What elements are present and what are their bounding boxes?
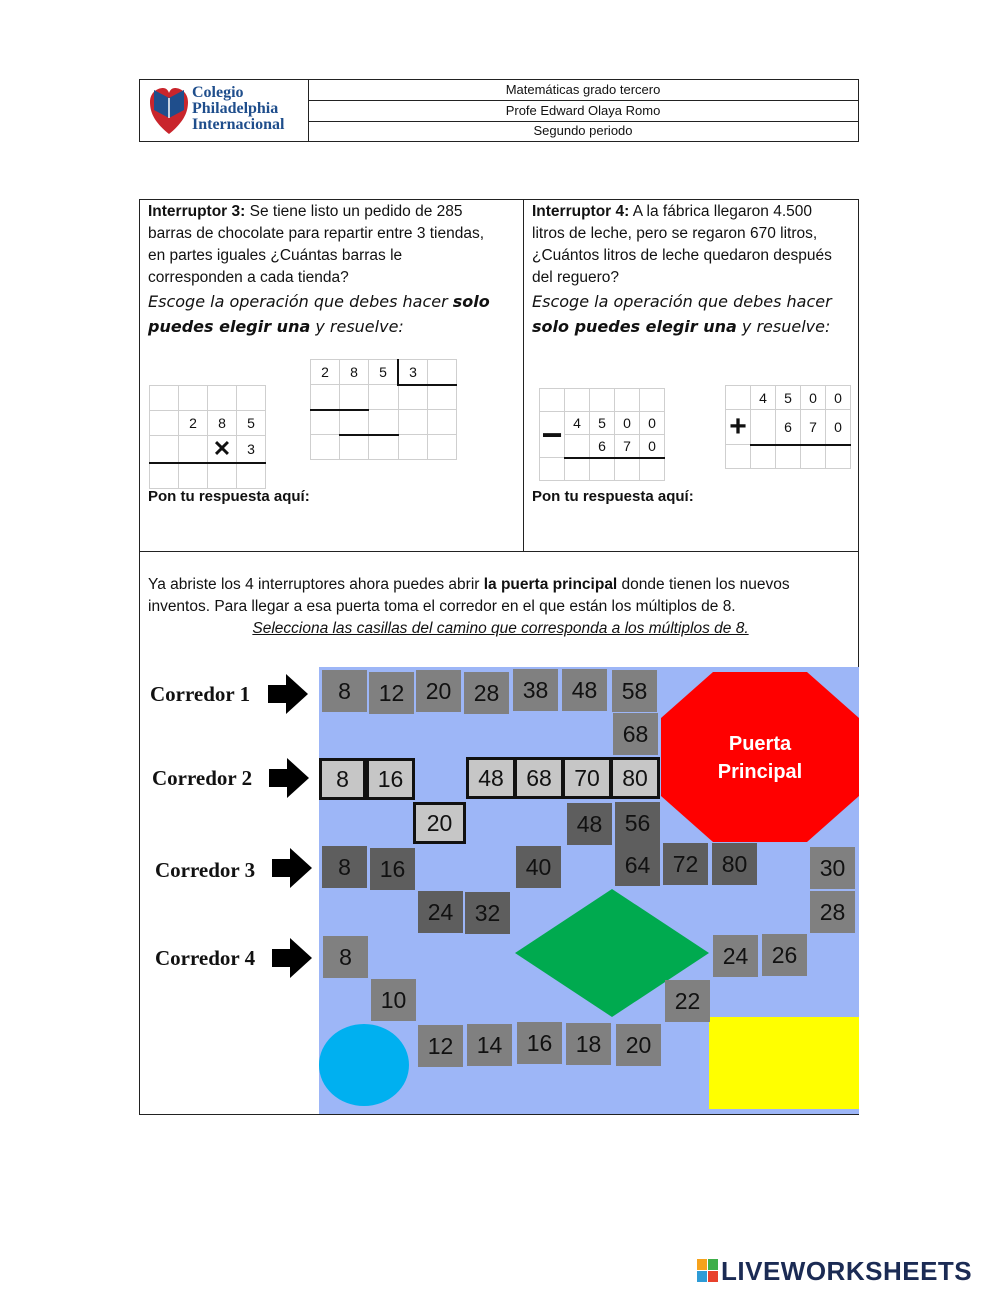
tile-c2[interactable]: 70 (562, 757, 612, 799)
maze-board (319, 667, 859, 1114)
problem-4-line-1: A la fábrica llegaron 4.500 (629, 203, 812, 220)
div-digit: 8 (340, 360, 369, 385)
tile-c4[interactable]: 12 (418, 1025, 463, 1067)
tile-c1[interactable]: 68 (613, 713, 658, 755)
row-divider (140, 551, 858, 552)
tile-c2[interactable]: 8 (319, 758, 366, 800)
tile-c3[interactable]: 72 (663, 843, 708, 885)
blue-circle (319, 1024, 409, 1106)
addition-option[interactable]: 4 5 0 0 + 6 7 0 (725, 385, 851, 469)
tile-c3[interactable]: 32 (465, 892, 510, 934)
tile-c4[interactable]: 14 (467, 1024, 512, 1066)
tile-c1[interactable]: 8 (322, 670, 367, 712)
problem-3-line-2: barras de chocolate para repartir entre 3 tiendas, (148, 225, 485, 242)
tile-c4[interactable]: 20 (616, 1024, 661, 1066)
arrow-right-icon[interactable] (270, 936, 314, 980)
divisor-digit: 3 (398, 360, 428, 385)
tile-c2[interactable]: 20 (413, 802, 466, 844)
liveworksheets-icon (697, 1259, 719, 1283)
arrow-right-icon[interactable] (266, 672, 310, 716)
main-door[interactable] (661, 672, 859, 842)
tile-c3[interactable]: 24 (418, 891, 463, 933)
game-intro: Ya abriste los 4 interruptores ahora puedes abrir la puerta principal donde tienen los nuevos inventos. Para llegar a esa puerta toma el corredor en el que están los múltiplos de 8. Selecciona las casillas del camino que corresponda a los múltiplos de 8. (148, 574, 853, 640)
logo-line-3: Internacional (192, 116, 285, 133)
problem-3-line-1: Se tiene listo un pedido de 285 (245, 203, 463, 220)
tile-c2[interactable]: 16 (366, 758, 415, 800)
tile-c2[interactable]: 48 (466, 757, 516, 799)
tile-c1[interactable]: 20 (416, 670, 461, 712)
multiply-icon: ✕ (208, 436, 237, 464)
problem-3-line-4: corresponden a cada tienda? (148, 269, 349, 286)
game-intro-line-2: inventos. Para llegar a esa puerta toma el corredor en el que están los múltiplos de 8. (148, 598, 736, 615)
liveworksheets-logo: LIVEWORKSHEETS (697, 1256, 972, 1287)
worksheet-box (139, 199, 859, 1115)
logo-line-1: Colegio (192, 84, 244, 101)
tile-c4[interactable]: 22 (665, 980, 710, 1022)
arrow-right-icon[interactable] (270, 846, 314, 890)
mult-digit: 3 (237, 436, 266, 464)
tile-c4[interactable]: 24 (713, 935, 758, 977)
tile-c3[interactable]: 16 (370, 848, 415, 890)
tile-c1[interactable]: 58 (612, 670, 657, 712)
tile-c2[interactable]: 80 (610, 757, 660, 799)
column-divider (523, 200, 524, 552)
problem-4-line-3: ¿Cuántos litros de leche quedaron después (532, 247, 832, 264)
door-label-2: Principal (717, 761, 803, 783)
interruptor-3-instruction: Escoge la operación que debes hacer solo puedes elegir una y resuelve: (148, 292, 490, 336)
logo-line-2: Philadelphia (192, 100, 279, 117)
corridor-4-label: Corredor 4 (155, 946, 256, 970)
tile-c2[interactable]: 68 (514, 757, 564, 799)
tile-c3[interactable]: 40 (516, 846, 561, 888)
problem-4-line-2: litros de leche, pero se regaron 670 litros, (532, 225, 818, 242)
subject-title: Matemáticas grado tercero (308, 80, 858, 101)
header-table (139, 79, 859, 142)
tile-c1[interactable]: 38 (513, 669, 558, 711)
school-logo (140, 80, 309, 141)
plus-icon: + (726, 410, 751, 445)
mult-digit: 5 (237, 411, 266, 436)
div-digit: 2 (311, 360, 340, 385)
tile-c1[interactable]: 28 (464, 672, 509, 714)
interruptor-4-label: Interruptor 4: (532, 203, 630, 220)
tile-c4[interactable]: 18 (566, 1023, 611, 1065)
tile-c1[interactable]: 12 (369, 672, 414, 714)
tile-c3[interactable]: 80 (712, 843, 757, 885)
tile-c3[interactable]: 30 (810, 847, 855, 889)
corridor-1-label: Corredor 1 (150, 682, 251, 706)
minus-icon: − (540, 412, 565, 458)
div-digit: 5 (369, 360, 399, 385)
arrow-right-icon[interactable] (267, 756, 311, 800)
tile-c4[interactable]: 26 (762, 934, 807, 976)
heart-logo-icon (150, 84, 188, 136)
tile-c2[interactable]: 56 (615, 802, 660, 844)
interruptor-3-label: Interruptor 3: (148, 203, 246, 220)
tile-c4[interactable]: 8 (323, 936, 368, 978)
problem-4-line-4: del reguero? (532, 269, 620, 286)
tile-c3[interactable]: 8 (322, 846, 367, 888)
interruptor-4-problem (532, 201, 857, 289)
mult-digit: 2 (179, 411, 208, 436)
tile-c3[interactable]: 64 (615, 844, 660, 886)
tile-c4[interactable]: 10 (371, 979, 416, 1021)
period-label: Segundo periodo (533, 123, 633, 138)
problem-3-line-3: en partes iguales ¿Cuántas barras le (148, 247, 403, 264)
division-option[interactable] (310, 359, 457, 460)
tile-c2[interactable]: 48 (567, 803, 612, 845)
tile-c1[interactable]: 48 (562, 669, 607, 711)
answer-label-4: Pon tu respuesta aquí: (532, 488, 694, 505)
corridor-2-label: Corredor 2 (152, 766, 253, 790)
multiplication-option[interactable] (149, 385, 266, 489)
mult-digit: 8 (208, 411, 237, 436)
interruptor-4-instruction: Escoge la operación que debes hacer solo puedes elegir una y resuelve: (532, 292, 832, 336)
door-label-1: Puerta (728, 733, 792, 755)
teacher-name: Profe Edward Olaya Romo (308, 101, 858, 122)
tile-c4[interactable]: 16 (517, 1022, 562, 1064)
subtraction-option[interactable]: − 4 5 0 0 6 7 0 (539, 388, 665, 481)
game-instruction: Selecciona las casillas del camino que corresponda a los múltiplos de 8. (252, 620, 749, 637)
corridor-3-label: Corredor 3 (155, 858, 256, 882)
tile-c3[interactable]: 28 (810, 891, 855, 933)
yellow-square (709, 1017, 859, 1109)
interruptor-3-problem (148, 201, 518, 289)
answer-label-3: Pon tu respuesta aquí: (148, 488, 310, 505)
